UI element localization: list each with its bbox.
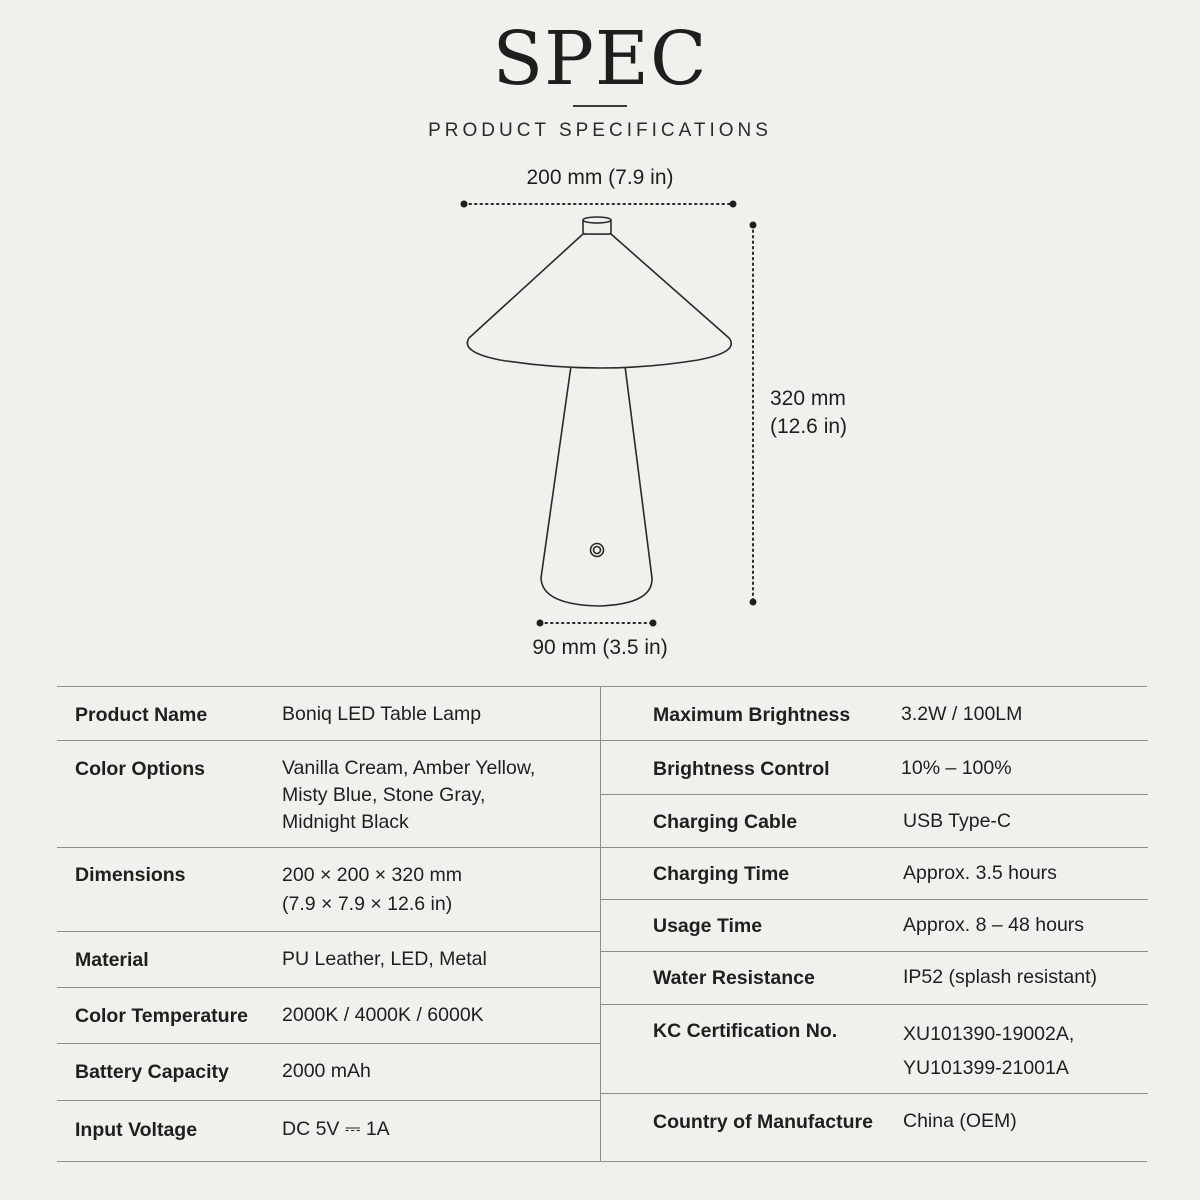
spec-row: [57, 687, 600, 741]
spec-value: [901, 701, 1022, 728]
spec-value: [903, 1108, 1017, 1135]
spec-label: Country of Manufacture: [653, 1111, 873, 1133]
spec-row: [601, 952, 1148, 1005]
spec-label: Charging Time: [653, 863, 790, 885]
spec-value-line: 2000K / 4000K / 6000K: [282, 1004, 484, 1026]
spec-value-line: (7.9 × 7.9 × 12.6 in): [282, 893, 453, 915]
spec-row: [601, 1005, 1148, 1094]
spec-value-line: PU Leather, LED, Metal: [282, 948, 487, 970]
spec-label: Color Options: [75, 758, 205, 780]
spec-label: Dimensions: [75, 864, 186, 886]
spec-value-line: YU101399-21001A: [903, 1057, 1069, 1079]
spec-row: [601, 741, 1148, 795]
spec-label: Input Voltage: [75, 1119, 198, 1141]
spec-table: [57, 686, 1147, 1162]
spec-value: [282, 1116, 390, 1143]
spec-value: [903, 808, 1011, 835]
spec-value-line: IP52 (splash resistant): [903, 966, 1098, 988]
lamp-shade: [467, 234, 731, 368]
width-dimension-line: [461, 201, 737, 208]
spec-row: [57, 741, 600, 848]
spec-label: Color Temperature: [75, 1005, 249, 1027]
spec-row: [601, 687, 1148, 741]
spec-value-line: XU101390-19002A,: [903, 1023, 1075, 1045]
spec-value: [282, 946, 487, 973]
spec-label: KC Certification No.: [653, 1020, 838, 1042]
spec-column-right: [600, 687, 1148, 1161]
spec-value-line: Boniq LED Table Lamp: [282, 703, 482, 725]
page-title: SPEC: [492, 16, 708, 102]
spec-label: Battery Capacity: [75, 1061, 229, 1083]
spec-row: [601, 900, 1148, 952]
page-subtitle: PRODUCT SPECIFICATIONS: [428, 120, 772, 141]
spec-label: Usage Time: [653, 915, 763, 937]
spec-value-line: 200 × 200 × 320 mm: [282, 864, 462, 886]
spec-row: [601, 848, 1148, 900]
spec-label: Water Resistance: [653, 967, 815, 989]
spec-value: [282, 861, 462, 919]
spec-row: [57, 848, 600, 932]
lamp-illustration: [467, 217, 731, 606]
spec-label: Maximum Brightness: [653, 704, 851, 726]
spec-row: [601, 795, 1148, 848]
height-dimension-line: [750, 222, 757, 606]
spec-value: [903, 964, 1097, 991]
spec-column-left: [57, 687, 600, 1161]
height-in-label: (12.6 in): [770, 415, 848, 438]
spec-value: [282, 755, 535, 836]
spec-value-line: China (OEM): [903, 1110, 1017, 1132]
spec-value-line: Misty Blue, Stone Gray,: [282, 784, 486, 806]
spec-value: [282, 1002, 484, 1029]
spec-row: [601, 1094, 1148, 1161]
height-mm-label: 320 mm: [770, 387, 846, 410]
spec-label: Brightness Control: [653, 758, 830, 780]
lamp-stem: [541, 366, 652, 606]
spec-value-line: Vanilla Cream, Amber Yellow,: [282, 757, 536, 779]
spec-value-line: 10% – 100%: [901, 757, 1012, 779]
spec-value-line: 3.2W / 100LM: [901, 703, 1023, 725]
spec-value-line: 2000 mAh: [282, 1060, 371, 1082]
spec-row: [57, 1044, 600, 1101]
spec-value-line: Approx. 8 – 48 hours: [903, 914, 1085, 936]
spec-value: [282, 1058, 371, 1085]
spec-value-line: USB Type-C: [903, 810, 1012, 832]
spec-value-line: Approx. 3.5 hours: [903, 862, 1057, 884]
base-dimension-label: 90 mm (3.5 in): [532, 636, 668, 659]
width-dimension-label: 200 mm (7.9 in): [526, 166, 674, 189]
spec-row: [57, 1101, 600, 1161]
spec-value: [282, 701, 481, 728]
spec-row: [57, 932, 600, 988]
spec-value: [903, 912, 1084, 939]
spec-value: [903, 860, 1057, 887]
spec-value-line: Midnight Black: [282, 811, 409, 833]
spec-label: Material: [75, 949, 149, 971]
spec-value-line: DC 5V ⎓ 1A: [282, 1118, 390, 1140]
spec-label: Charging Cable: [653, 811, 798, 833]
spec-value: [903, 1017, 1074, 1085]
base-dimension-line: [537, 620, 657, 627]
spec-value: [901, 755, 1012, 782]
spec-row: [57, 988, 600, 1044]
spec-label: Product Name: [75, 704, 208, 726]
height-dimension-label: [770, 385, 847, 441]
